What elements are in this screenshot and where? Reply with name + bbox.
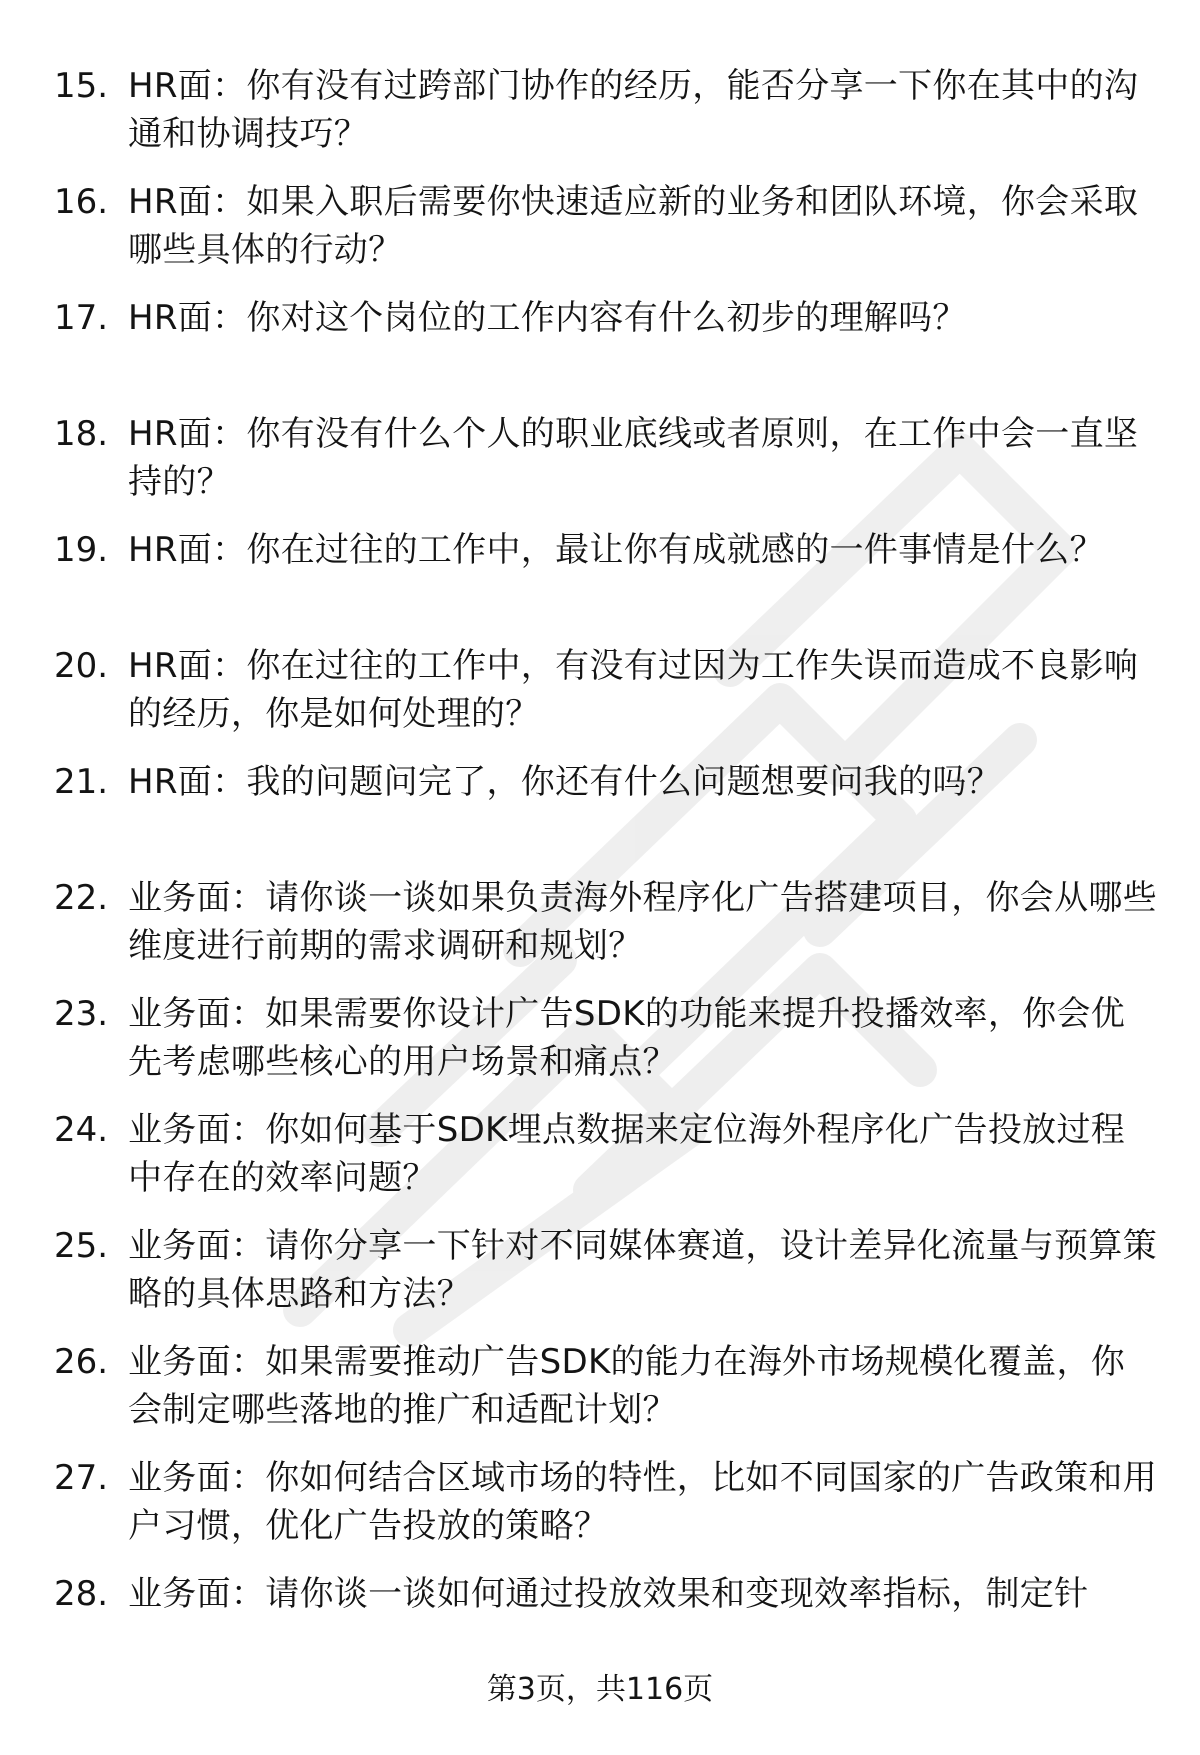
list-item bbox=[0, 294, 1200, 410]
question-number: 23. bbox=[54, 994, 109, 1034]
question-number: 21. bbox=[54, 762, 109, 802]
question-text: 业务面：请你谈一谈如何通过投放效果和变现效率指标，制定针 bbox=[128, 1574, 1089, 1614]
question-number: 17. bbox=[54, 298, 109, 338]
list-item bbox=[0, 410, 1200, 526]
list-item bbox=[0, 178, 1200, 294]
question-number: 28. bbox=[54, 1574, 109, 1614]
list-item bbox=[0, 758, 1200, 874]
question-text: HR面：你有没有过跨部门协作的经历，能否分享一下你在其中的沟通和协调技巧？ bbox=[128, 66, 1139, 154]
list-item bbox=[0, 1570, 1200, 1686]
question-number: 26. bbox=[54, 1342, 109, 1382]
list-item bbox=[0, 874, 1200, 990]
list-item bbox=[0, 1106, 1200, 1222]
question-text: HR面：你在过往的工作中，最让你有成就感的一件事情是什么？ bbox=[128, 530, 1104, 570]
list-item bbox=[0, 1454, 1200, 1570]
question-number: 22. bbox=[54, 878, 109, 918]
question-text: HR面：我的问题问完了，你还有什么问题想要问我的吗？ bbox=[128, 762, 1001, 802]
page-number-label: 第3页，共116页 bbox=[486, 1672, 714, 1707]
list-item bbox=[0, 1338, 1200, 1454]
question-text: HR面：你对这个岗位的工作内容有什么初步的理解吗？ bbox=[128, 298, 967, 338]
question-text: 业务面：你如何结合区域市场的特性，比如不同国家的广告政策和用户习惯，优化广告投放的策略？ bbox=[128, 1458, 1157, 1546]
question-text: 业务面：如果需要推动广告SDK的能力在海外市场规模化覆盖，你会制定哪些落地的推广和适配计划？ bbox=[128, 1342, 1126, 1430]
question-text: HR面：你有没有什么个人的职业底线或者原则，在工作中会一直坚持的？ bbox=[128, 414, 1139, 502]
question-list bbox=[0, 62, 1200, 1686]
question-number: 15. bbox=[54, 66, 109, 106]
page-footer bbox=[0, 1670, 1200, 1710]
question-number: 19. bbox=[54, 530, 109, 570]
question-text: HR面：你在过往的工作中，有没有过因为工作失误而造成不良影响的经历，你是如何处理的？ bbox=[128, 646, 1139, 734]
question-text: HR面：如果入职后需要你快速适应新的业务和团队环境，你会采取哪些具体的行动？ bbox=[128, 182, 1139, 270]
question-text: 业务面：你如何基于SDK埋点数据来定位海外程序化广告投放过程中存在的效率问题？ bbox=[128, 1110, 1126, 1198]
question-text: 业务面：请你分享一下针对不同媒体赛道，设计差异化流量与预算策略的具体思路和方法？ bbox=[128, 1226, 1157, 1314]
question-text: 业务面：请你谈一谈如果负责海外程序化广告搭建项目，你会从哪些维度进行前期的需求调研和规划？ bbox=[128, 878, 1157, 966]
question-number: 25. bbox=[54, 1226, 109, 1266]
question-number: 18. bbox=[54, 414, 109, 454]
question-text: 业务面：如果需要你设计广告SDK的功能来提升投播效率，你会优先考虑哪些核心的用户场景和痛点？ bbox=[128, 994, 1126, 1082]
list-item bbox=[0, 526, 1200, 642]
question-number: 20. bbox=[54, 646, 109, 686]
list-item bbox=[0, 62, 1200, 178]
list-item bbox=[0, 1222, 1200, 1338]
list-item bbox=[0, 990, 1200, 1106]
list-item bbox=[0, 642, 1200, 758]
question-number: 27. bbox=[54, 1458, 109, 1498]
question-number: 16. bbox=[54, 182, 109, 222]
question-number: 24. bbox=[54, 1110, 109, 1150]
